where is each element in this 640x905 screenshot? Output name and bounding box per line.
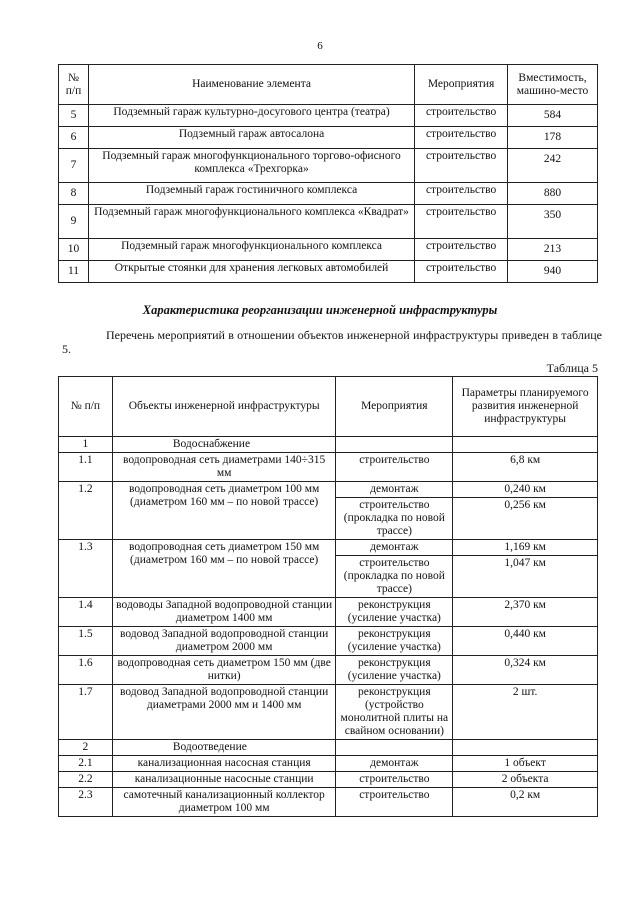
table-row [59, 482, 598, 498]
row-num: 5 [59, 105, 89, 127]
row-name: Подземный гараж автосалона [88, 127, 414, 149]
table-row [59, 127, 598, 149]
row-measure: строительство [336, 772, 453, 788]
table-row [59, 453, 598, 482]
row-param: 0,440 км [453, 627, 598, 656]
row-name: Подземный гараж культурно-досугового центра (театра) [88, 105, 414, 127]
col-measures-header: Мероприятия [336, 377, 453, 437]
row-num: 6 [59, 127, 89, 149]
row-capacity: 178 [508, 127, 598, 149]
row-param: 0,256 км [453, 498, 598, 540]
row-measure: строительство (прокладка по новой трассе) [336, 498, 453, 540]
table-row [59, 756, 598, 772]
col-num-header: № п/п [59, 377, 113, 437]
row-object: водопроводная сеть диаметром 150 мм (диаметром 160 мм – по новой трассе) [112, 540, 336, 598]
row-num: 2.2 [59, 772, 113, 788]
table-row [59, 685, 598, 740]
row-capacity: 350 [508, 205, 598, 239]
table-row [59, 627, 598, 656]
row-num: 1.2 [59, 482, 113, 540]
row-capacity: 242 [508, 149, 598, 183]
section-num: 1 [59, 437, 113, 453]
col-measures-header: Мероприятия [415, 65, 508, 105]
row-measure: демонтаж [336, 482, 453, 498]
row-object: водовод Западной водопроводной станции диаметром 2000 мм [112, 627, 336, 656]
section-num: 2 [59, 740, 113, 756]
row-num: 9 [59, 205, 89, 239]
row-name: Подземный гараж многофункционального комплекса «Квадрат» [88, 205, 414, 239]
row-object: водоводы Западной водопроводной станции диаметром 1400 мм [112, 598, 336, 627]
row-param: 0,2 км [453, 788, 598, 817]
col-num-header: № п/п [59, 65, 89, 105]
row-measure: демонтаж [336, 540, 453, 556]
row-num: 10 [59, 239, 89, 261]
section-heading: Характеристика реорганизации инженерной инфраструктуры [142, 303, 498, 317]
row-num: 1.4 [59, 598, 113, 627]
section-row [59, 437, 598, 453]
row-num: 2.3 [59, 788, 113, 817]
table-row [59, 205, 598, 239]
table-row [59, 656, 598, 685]
row-object: водовод Западной водопроводной станции диаметрами 2000 мм и 1400 мм [112, 685, 336, 740]
row-num: 1.7 [59, 685, 113, 740]
row-object: водопроводная сеть диаметром 100 мм (диаметром 160 мм – по новой трассе) [112, 482, 336, 540]
section-title: Водоснабжение [112, 437, 336, 453]
section-row [59, 740, 598, 756]
table-row [59, 183, 598, 205]
row-object: водопроводная сеть диаметром 150 мм (две нитки) [112, 656, 336, 685]
row-capacity: 880 [508, 183, 598, 205]
row-measure: строительство [415, 105, 508, 127]
row-measure: реконструкция (усиление участка) [336, 627, 453, 656]
row-measure: строительство [415, 205, 508, 239]
table-row [59, 261, 598, 283]
row-num: 1.6 [59, 656, 113, 685]
row-num: 2.1 [59, 756, 113, 772]
row-name: Подземный гараж многофункционального комплекса [88, 239, 414, 261]
row-name: Открытые стоянки для хранения легковых автомобилей [88, 261, 414, 283]
row-param: 1,169 км [453, 540, 598, 556]
table-row [59, 598, 598, 627]
row-num: 1.3 [59, 540, 113, 598]
row-param: 2 шт. [453, 685, 598, 740]
row-param: 1,047 км [453, 556, 598, 598]
row-param: 2 объекта [453, 772, 598, 788]
table-row [59, 149, 598, 183]
row-object: самотечный канализационный коллектор диаметром 100 мм [112, 788, 336, 817]
row-param: 6,8 км [453, 453, 598, 482]
row-measure: реконструкция (усиление участка) [336, 656, 453, 685]
row-measure: строительство [415, 261, 508, 283]
row-name: Подземный гараж многофункционального торгово-офисного комплекса «Трехгорка» [88, 149, 414, 183]
row-num: 1.5 [59, 627, 113, 656]
row-measure: строительство [336, 788, 453, 817]
row-param: 0,240 км [453, 482, 598, 498]
col-capacity-header: Вместимость, машино-место [508, 65, 598, 105]
row-measure: демонтаж [336, 756, 453, 772]
garages-table [58, 64, 598, 283]
row-num: 1.1 [59, 453, 113, 482]
row-measure: строительство [415, 183, 508, 205]
row-capacity: 584 [508, 105, 598, 127]
table-label: Таблица 5 [546, 361, 598, 375]
row-measure: строительство [415, 149, 508, 183]
row-capacity: 940 [508, 261, 598, 283]
row-measure: реконструкция (усиление участка) [336, 598, 453, 627]
row-measure: строительство [336, 453, 453, 482]
row-param: 1 объект [453, 756, 598, 772]
table-row [59, 239, 598, 261]
row-num: 8 [59, 183, 89, 205]
row-num: 7 [59, 149, 89, 183]
row-measure: строительство (прокладка по новой трассе) [336, 556, 453, 598]
row-capacity: 213 [508, 239, 598, 261]
section-title: Водоотведение [112, 740, 336, 756]
col-params-header: Параметры планируемого развития инженерной инфраструктуры [453, 377, 598, 437]
table-row [59, 105, 598, 127]
col-objects-header: Объекты инженерной инфраструктуры [112, 377, 336, 437]
row-param: 2,370 км [453, 598, 598, 627]
row-measure: строительство [415, 239, 508, 261]
table-row [59, 540, 598, 556]
row-object: канализационные насосные станции [112, 772, 336, 788]
intro-paragraph: Перечень мероприятий в отношении объектов инженерной инфраструктуры приведен в таблице 5. [62, 328, 602, 356]
page-number: 6 [317, 40, 323, 52]
engineering-infrastructure-table [58, 376, 598, 817]
row-object: канализационная насосная станция [112, 756, 336, 772]
row-param: 0,324 км [453, 656, 598, 685]
col-name-header: Наименование элемента [88, 65, 414, 105]
row-measure: реконструкция (устройство монолитной плиты на свайном основании) [336, 685, 453, 740]
table-row [59, 788, 598, 817]
table-row [59, 772, 598, 788]
row-name: Подземный гараж гостиничного комплекса [88, 183, 414, 205]
row-num: 11 [59, 261, 89, 283]
row-measure: строительство [415, 127, 508, 149]
row-object: водопроводная сеть диаметрами 140÷315 мм [112, 453, 336, 482]
